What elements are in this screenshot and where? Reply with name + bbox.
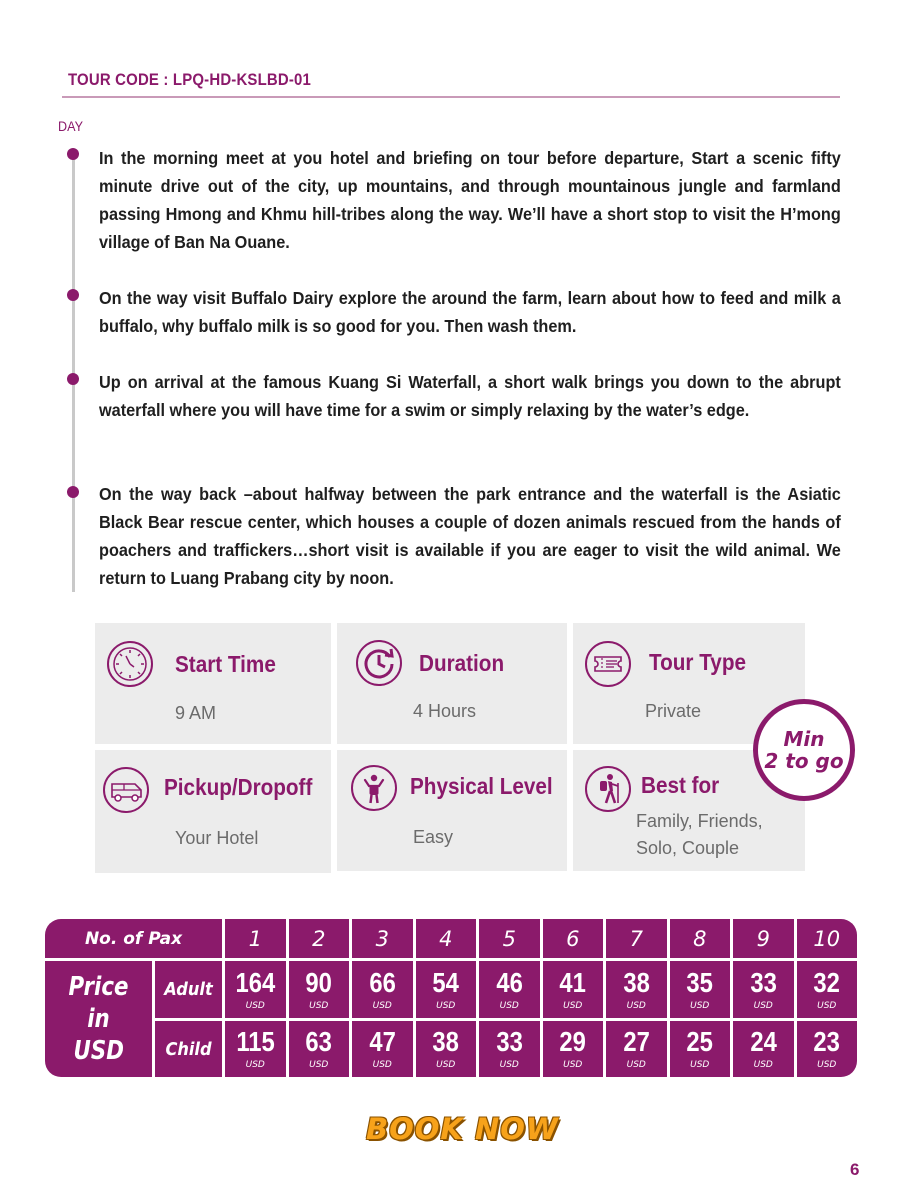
best-for-value-line2: Solo, Couple — [636, 838, 740, 858]
child-price-cell — [797, 1021, 858, 1077]
day-label: DAY — [58, 118, 83, 134]
child-price-value: 33 — [496, 1026, 523, 1057]
header-divider — [62, 96, 840, 98]
hiker-icon — [585, 766, 631, 812]
currency-label: USD — [436, 1000, 456, 1011]
currency-label: USD — [690, 1000, 710, 1011]
child-price-cell — [289, 1021, 350, 1077]
tour-code: TOUR CODE : LPQ-HD-KSLBD-01 — [68, 70, 312, 89]
adult-price-value: 38 — [623, 966, 650, 998]
itinerary-paragraph — [99, 284, 841, 340]
child-price-value: 25 — [686, 1026, 713, 1057]
child-price-value: 27 — [623, 1026, 650, 1057]
clock-rotate-icon — [356, 640, 402, 686]
child-price-cell — [225, 1021, 286, 1077]
child-price-cell — [479, 1021, 540, 1077]
child-price-value: 29 — [559, 1026, 586, 1057]
person-icon — [351, 765, 397, 811]
child-price-cell — [733, 1021, 794, 1077]
min-badge-line2: 2 to go — [764, 749, 844, 773]
currency-label: USD — [436, 1060, 456, 1070]
itinerary-text: Up on arrival at the famous Kuang Si Waterfall, a short walk brings you down to the abrupt waterfall where you will have time for a swim or simply relaxing by the water’s edge. — [99, 372, 841, 420]
physical-level-value: Easy — [413, 827, 454, 847]
pax-count-cell: 3 — [375, 926, 389, 951]
timeline-bullet — [67, 148, 79, 160]
adult-price-value: 33 — [750, 966, 777, 998]
child-price-value: 63 — [305, 1026, 332, 1057]
currency-label: USD — [626, 1000, 646, 1011]
pickup-title: Pickup/Dropoff — [164, 774, 313, 800]
page-number: 6 — [850, 1160, 860, 1179]
min-pax-badge — [753, 699, 855, 801]
currency-label: USD — [753, 1060, 773, 1070]
currency-label: USD — [817, 1060, 837, 1070]
currency-label: USD — [563, 1060, 583, 1070]
physical-level-title: Physical Level — [410, 773, 553, 799]
timeline-bullet — [67, 486, 79, 498]
pax-count-cell: 1 — [248, 926, 262, 951]
adult-price-cell — [670, 961, 731, 1018]
adult-price-cell — [352, 961, 413, 1018]
child-price-value: 47 — [369, 1026, 396, 1057]
child-price-cell — [352, 1021, 413, 1077]
min-badge-line1: Min — [783, 727, 825, 751]
pax-count-cell: 7 — [629, 926, 643, 951]
child-price-cell — [416, 1021, 477, 1077]
price-table — [45, 919, 857, 1077]
adult-price-value: 46 — [496, 966, 523, 998]
van-icon — [103, 767, 149, 813]
adult-price-value: 164 — [235, 966, 276, 998]
book-now-button[interactable]: BOOK NOW — [366, 1112, 559, 1146]
adult-price-value: 35 — [686, 966, 713, 998]
start-time-value: 9 AM — [175, 703, 217, 723]
currency-label: USD — [690, 1060, 710, 1070]
adult-price-cell — [225, 961, 286, 1018]
currency-label: USD — [309, 1060, 329, 1070]
currency-label: USD — [626, 1060, 646, 1070]
pax-count-cell: 10 — [813, 926, 841, 951]
clock-icon — [107, 641, 153, 687]
best-for-title: Best for — [641, 772, 720, 798]
itinerary-paragraph — [99, 368, 841, 424]
child-price-value: 115 — [236, 1026, 275, 1057]
pax-count-cell: 6 — [566, 926, 580, 951]
pax-count-cell: 5 — [502, 926, 516, 951]
tour-type-title: Tour Type — [649, 649, 746, 675]
child-price-cell — [543, 1021, 604, 1077]
tour-type-value: Private — [645, 701, 702, 721]
adult-price-value: 32 — [813, 966, 840, 998]
adult-price-cell — [543, 961, 604, 1018]
start-time-title: Start Time — [175, 651, 276, 677]
pax-count-cell: 9 — [756, 926, 770, 951]
adult-price-value: 54 — [432, 966, 459, 998]
child-price-value: 24 — [750, 1026, 777, 1057]
adult-price-cell — [797, 961, 858, 1018]
currency-label: USD — [245, 1000, 265, 1011]
duration-card — [337, 623, 567, 744]
pickup-card — [95, 750, 331, 873]
pax-count-cell: 2 — [312, 926, 326, 951]
currency-label: USD — [372, 1000, 392, 1011]
child-price-value: 38 — [432, 1026, 459, 1057]
pax-count-cell: 8 — [693, 926, 707, 951]
adult-price-value: 41 — [559, 966, 586, 998]
pickup-value: Your Hotel — [175, 828, 259, 848]
price-label-line2: USD — [73, 1036, 124, 1066]
currency-label: USD — [499, 1060, 519, 1070]
pax-header: No. of Pax — [84, 928, 183, 949]
adult-price-cell — [606, 961, 667, 1018]
adult-label: Adult — [164, 979, 213, 1000]
currency-label: USD — [245, 1060, 265, 1070]
currency-label: USD — [372, 1060, 392, 1070]
itinerary-text: In the morning meet at you hotel and briefing on tour before departure, Start a scenic fifty minute drive out of the city, up mountains, and through mountainous jungle and farmland passing Hmong and Khmu hill-tribes along the way. We’ll have a short stop to visit the H’mong village of Ban Na Ouane. — [99, 148, 841, 252]
currency-label: USD — [499, 1000, 519, 1011]
adult-price-cell — [733, 961, 794, 1018]
currency-label: USD — [563, 1000, 583, 1011]
adult-price-value: 66 — [369, 966, 396, 998]
child-price-value: 23 — [813, 1026, 840, 1057]
itinerary-paragraph — [99, 480, 841, 592]
price-label — [45, 961, 152, 1077]
child-label: Child — [165, 1038, 212, 1060]
table-divider — [152, 958, 155, 1077]
currency-label: USD — [817, 1000, 837, 1011]
child-price-cell — [606, 1021, 667, 1077]
adult-price-cell — [289, 961, 350, 1018]
currency-label: USD — [753, 1000, 773, 1011]
pax-count-cell: 4 — [439, 926, 453, 951]
adult-price-cell — [416, 961, 477, 1018]
adult-price-value: 90 — [305, 966, 332, 998]
adult-price-cell — [479, 961, 540, 1018]
itinerary-paragraph — [99, 144, 841, 256]
itinerary-text: On the way back –about halfway between the park entrance and the waterfall is the Asiatic Black Bear rescue center, which houses a couple of dozen animals rescued from the hands of poachers and traffickers…short visit is available if you are eager to visit the wild animal. We return to Luang Prabang city by noon. — [99, 484, 841, 588]
price-label-line1: Price in — [68, 972, 129, 1034]
currency-label: USD — [309, 1000, 329, 1011]
timeline-line — [72, 152, 75, 592]
duration-title: Duration — [419, 650, 505, 676]
timeline-bullet — [67, 373, 79, 385]
start-time-card — [95, 623, 331, 744]
ticket-icon — [585, 641, 631, 687]
itinerary-text: On the way visit Buffalo Dairy explore the around the farm, learn about how to feed and milk a buffalo, why buffalo milk is so good for you. Then wash them. — [99, 288, 841, 336]
timeline-bullet — [67, 289, 79, 301]
child-price-cell — [670, 1021, 731, 1077]
duration-value: 4 Hours — [413, 701, 477, 721]
best-for-value-line1: Family, Friends, — [636, 811, 763, 831]
physical-level-card — [337, 750, 567, 871]
